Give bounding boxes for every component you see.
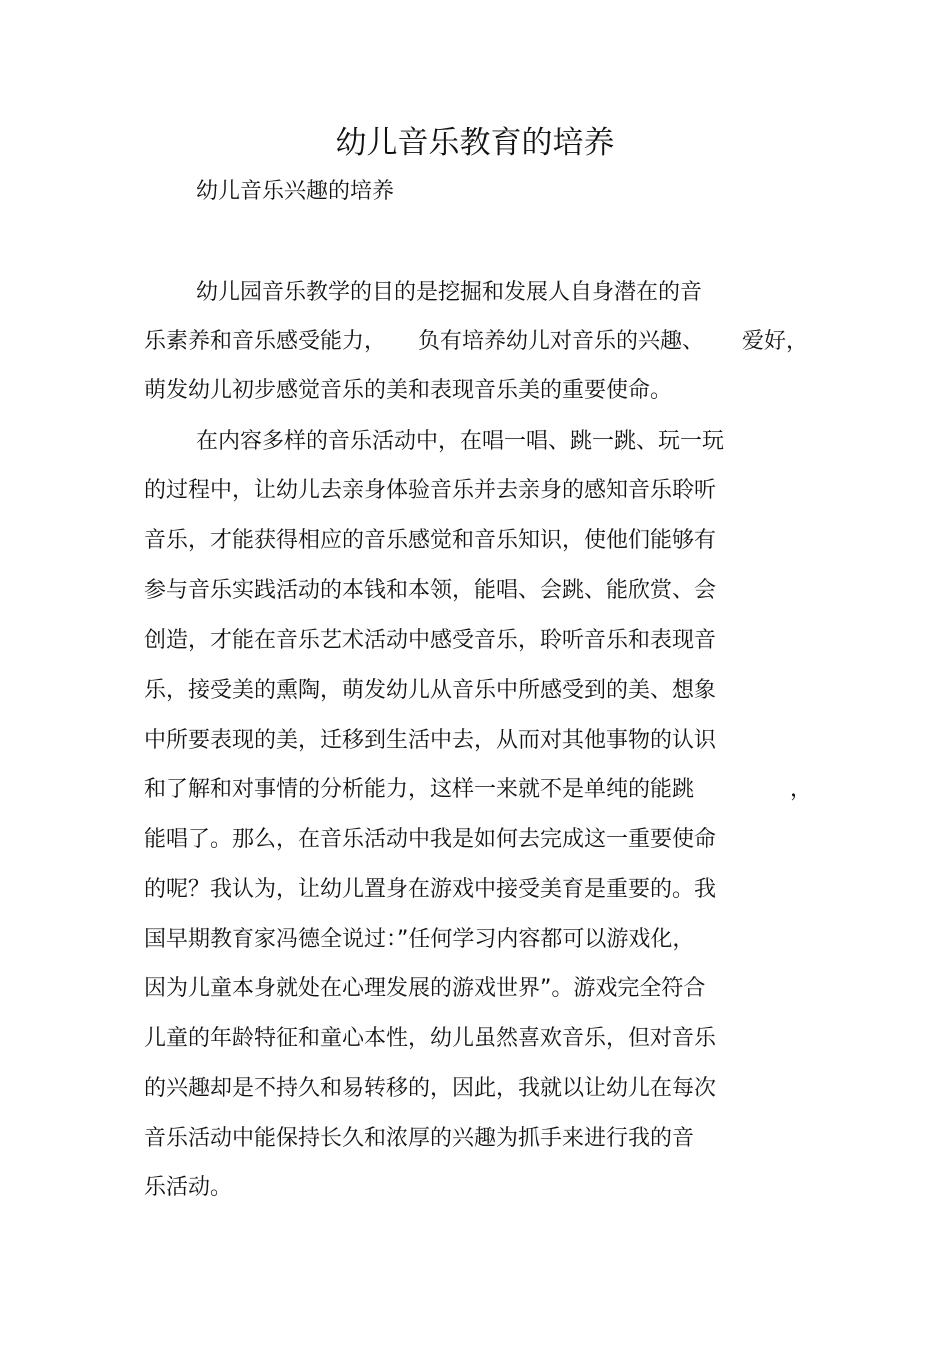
paragraph-line: 因为儿童本身就处在心理发展的游戏世界”。游戏完全符合 bbox=[144, 976, 706, 1001]
paragraph-line: 和了解和对事情的分析能力，这样一来就不是单纯的能跳 bbox=[144, 777, 695, 802]
paragraph-line-fragment: 爱好， bbox=[742, 329, 809, 354]
paragraph-line: 乐活动。 bbox=[144, 1175, 233, 1200]
paragraph-line: 能唱了。那么，在音乐活动中我是如何去完成这一重要使命 bbox=[144, 827, 717, 852]
paragraph-line: 萌发幼儿初步感觉音乐的美和表现音乐美的重要使命。 bbox=[144, 378, 673, 403]
paragraph-line: 的呢？我认为，让幼儿置身在游戏中接受美育是重要的。我 bbox=[144, 877, 717, 902]
section-heading: 幼儿音乐兴趣的培养 bbox=[196, 179, 395, 204]
paragraph-line: 国早期教育家冯德全说过：”任何学习内容都可以游戏化， bbox=[144, 927, 695, 952]
document-title: 幼儿音乐教育的培养 bbox=[335, 125, 615, 161]
paragraph-line: 的过程中，让幼儿去亲身体验音乐并去亲身的感知音乐聆听 bbox=[144, 478, 717, 503]
paragraph-line: 乐，接受美的熏陶，萌发幼儿从音乐中所感受到的美、想象 bbox=[144, 678, 717, 703]
paragraph-line: 中所要表现的美，迁移到生活中去，从而对其他事物的认识 bbox=[144, 728, 717, 753]
paragraph-line: 音乐活动中能保持长久和浓厚的兴趣为抓手来进行我的音 bbox=[144, 1126, 695, 1151]
paragraph-line-fragment: ， bbox=[790, 777, 813, 802]
paragraph-line: 音乐，才能获得相应的音乐感觉和音乐知识，使他们能够有 bbox=[144, 528, 717, 553]
paragraph-line: 幼儿园音乐教学的目的是挖掘和发展人自身潜在的音 bbox=[196, 280, 703, 305]
paragraph-line: 乐素养和音乐感受能力， bbox=[144, 329, 387, 354]
paragraph-line: 的兴趣却是不持久和易转移的，因此，我就以让幼儿在每次 bbox=[144, 1076, 717, 1101]
paragraph-line: 儿童的年龄特征和童心本性，幼儿虽然喜欢音乐，但对音乐 bbox=[144, 1026, 717, 1051]
paragraph-line-fragment: 负有培养幼儿对音乐的兴趣、 bbox=[418, 329, 705, 354]
paragraph-line: 创造，才能在音乐艺术活动中感受音乐，聆听音乐和表现音 bbox=[144, 628, 717, 653]
paragraph-line: 在内容多样的音乐活动中，在唱一唱、跳一跳、玩一玩 bbox=[196, 429, 725, 454]
paragraph-line: 参与音乐实践活动的本钱和本领，能唱、会跳、能欣赏、会 bbox=[144, 578, 717, 603]
